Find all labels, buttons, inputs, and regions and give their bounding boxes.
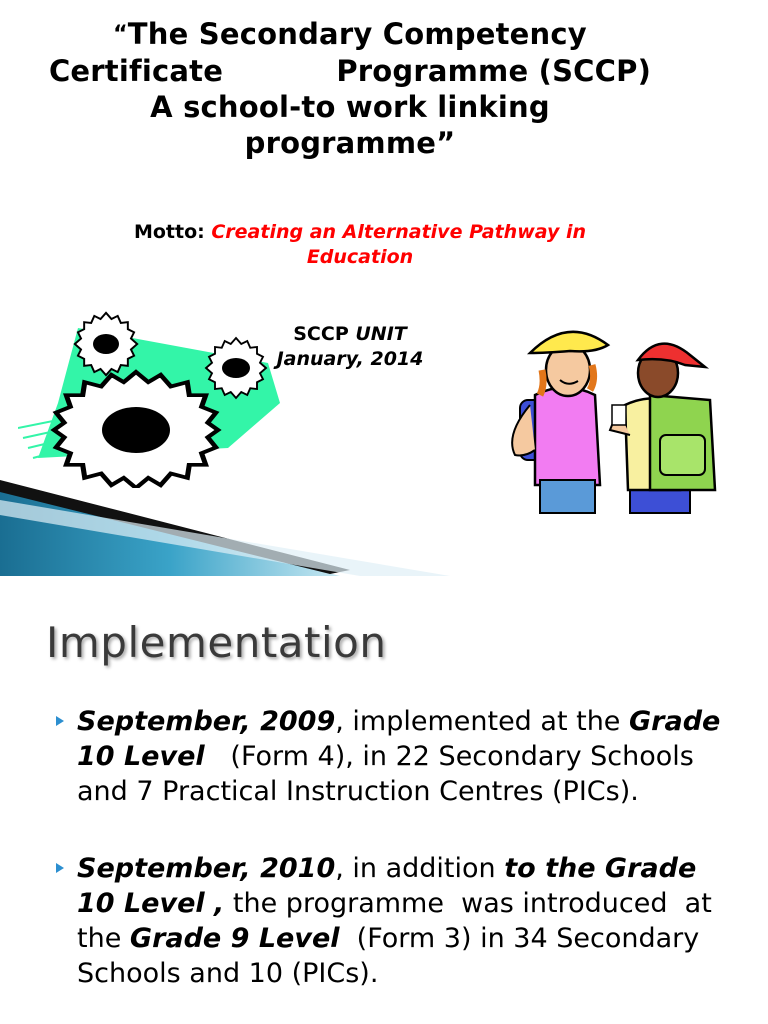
open-quote: “ — [113, 22, 128, 47]
girl-figure — [512, 332, 608, 513]
bullet-item — [52, 704, 742, 809]
bullet-level: Grade 10 Level — [77, 706, 721, 772]
motto — [80, 220, 640, 270]
title-line-2: Certificate Programme (SCCP) — [48, 54, 652, 88]
bullet-text: (Form 3) in 34 Secondary Schools and 10 (PICs). — [77, 923, 708, 989]
bullet-date: September, 2010 — [77, 853, 336, 884]
bullet-text: , in addition — [335, 853, 505, 884]
bullet-text: , implemented at the — [335, 706, 621, 737]
students-icon — [500, 325, 725, 515]
implementation-title: Implementation — [46, 618, 387, 667]
bullet-list — [52, 704, 742, 1024]
bullet-text: the programme was introduced at the — [77, 888, 721, 954]
small-gear-icon — [75, 313, 137, 375]
bullet-arrow-icon — [56, 716, 64, 726]
slide-title — [20, 16, 680, 161]
motto-label: Motto: — [133, 221, 205, 243]
implementation-slide — [0, 576, 768, 1024]
motto-text: Creating an Alternative Pathway in Education — [211, 221, 587, 268]
bullet-emphasis: to the Grade 10 Level , — [77, 853, 697, 919]
bullet-arrow-icon — [56, 863, 64, 873]
title-line-3: A school-to work linking — [150, 90, 550, 124]
boy-figure — [610, 344, 715, 513]
unit-prefix: SCCP — [293, 323, 349, 345]
title-line-4: programme” — [244, 126, 456, 160]
bullet-level: Grade 9 Level — [129, 923, 340, 954]
bullet-item — [52, 851, 742, 991]
bullet-date: September, 2009 — [77, 706, 336, 737]
unit-word: UNIT — [355, 323, 407, 345]
unit-date-text: January, 2014 — [276, 348, 424, 370]
title-line-1: The Secondary Competency — [127, 17, 587, 51]
unit-date — [250, 322, 450, 372]
bullet-text: (Form 4), in 22 Secondary Schools and 7 Practical Instruction Centres (PICs). — [77, 741, 703, 807]
